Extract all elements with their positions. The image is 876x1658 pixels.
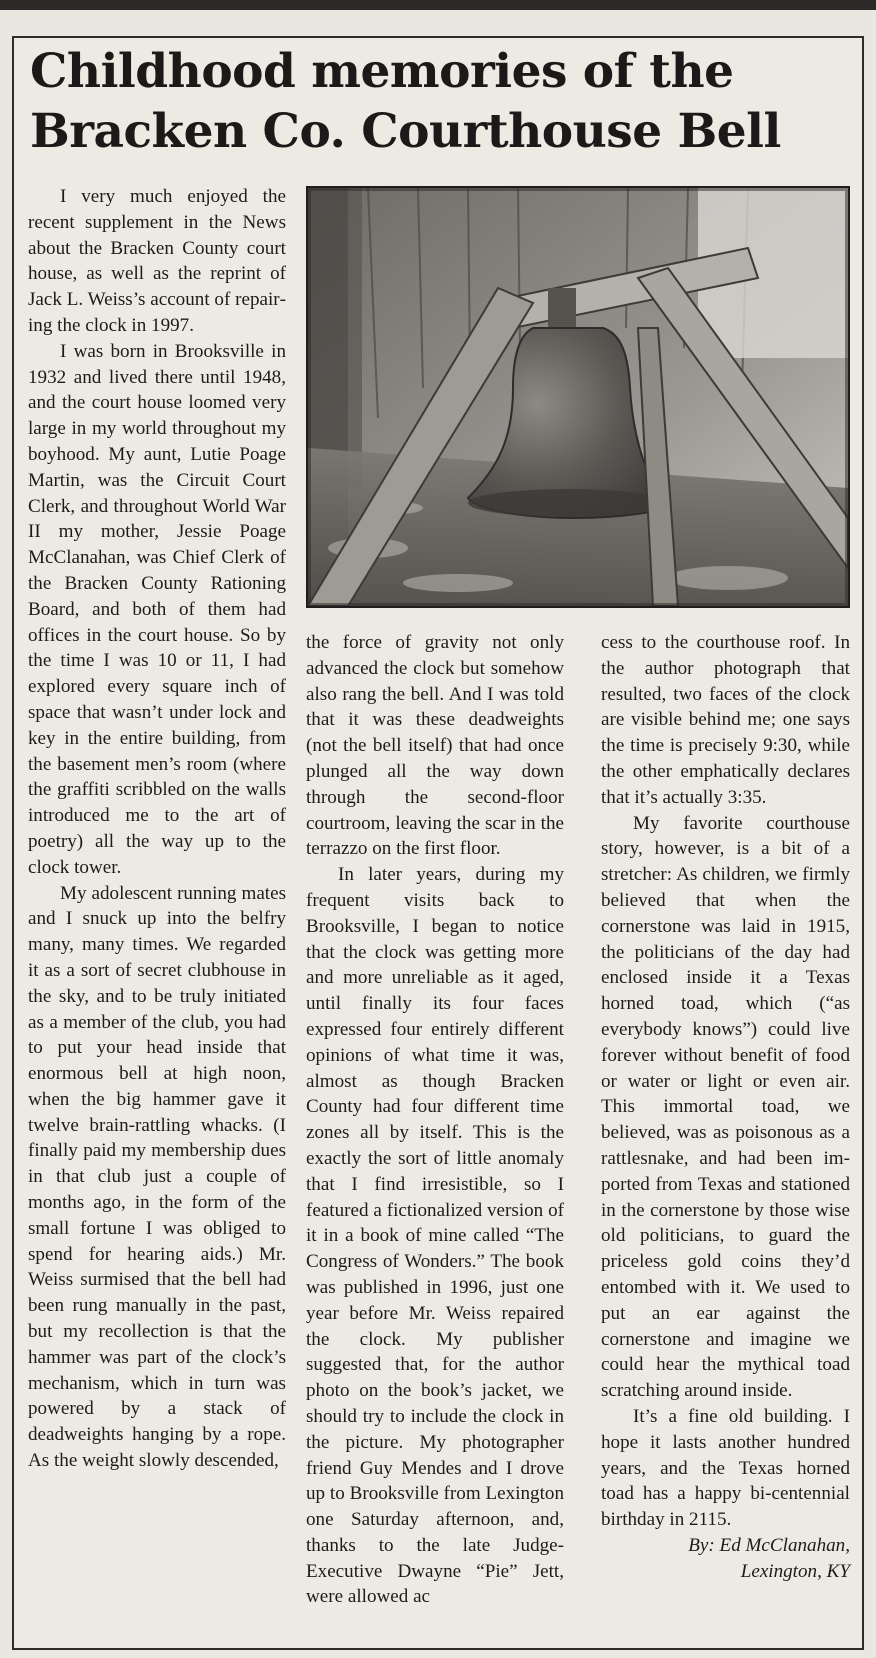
paragraph: My favorite courthouse story, however, is a bit of a stretcher: As children, we firmly believed that when the cornerstone was laid in 1915, the politicians of the day had enclosed inside it a Texas horned toad, which (“as everybody knows”) could live forever without benefit of food or water or light or even air. This immortal toad, we believed, was as poisonous as a rattlesnake, and had been imported from Texas and stationed in the cornerstone by those wise old politicians, to guard the priceless gold coins they’d entombed with it. We used to put an ear against the cornerstone and imagine we could hear the mythical toad scratching around inside. (601, 812, 850, 1402)
paragraph: I was born in Brooksville in 1932 and lived there until 1948, and the court house loomed very large in my world throughout my boyhood. My aunt, Lutie Poage Martin, was the Circuit Court Clerk, and throughout World War II my mother, Jessie Poage McClanahan, was Chief Clerk of the Bracken County Rationing Board, and both of them had offices in the court house. So by the time I was 10 or 11, I had explored every square inch of space that wasn’t under lock and key in the entire building, from the basement men’s room (where the graffiti scribbled on the walls introduced me to the art of poetry) all the way up to the clock tower. (28, 340, 286, 878)
top-rule (0, 0, 876, 10)
article-column-1 (28, 184, 286, 1474)
headline (30, 42, 830, 162)
paragraph: My adolescent running mates and I snuck up into the belfry many, many times. We regarded it as a sort of secret clubhouse in the sky, and to be truly initiated as a member of the club, you had to put your head inside that enormous bell at high noon, when the big hammer gave it twelve brain-rattling whacks. (I finally paid my membership dues in that club just a couple of months ago, in the form of the small fortune I was obliged to spend for hearing aids.) Mr. Weiss surmised that the bell had been rung manually in the past, but my recollection is that the hammer was part of the clock’s mechanism, which in turn was powered by a stack of deadweights hanging by a rope. As the weight slowly descended, (28, 882, 286, 1472)
paragraph: In later years, during my frequent visits back to Brooksville, I began to notice that the clock was getting more and more unreliable as it aged, until finally its four faces expressed four entirely different opinions of what time it was, almost as though Bracken County had four different time zones all by itself. This is the exactly the sort of little anomaly that I find irresistible, so I featured a fictionalized version of it in a book of mine called “The Congress of Wonders.” The book was published in 1996, just one year before Mr. Weiss repaired the clock. My publisher suggested that, for the author photo on the book’s jacket, we should try to include the clock in the picture. My photographer friend Guy Mendes and I drove up to Brooksville from Lexington one Saturday afternoon, and, thanks to the late Judge-Executive Dwayne “Pie” Jett, were allowed ac (306, 864, 564, 1608)
courthouse-bell-photo (306, 186, 850, 608)
paragraph: I very much enjoyed the recent supplement in the News about the Bracken County court house, as well as the reprint of Jack L. Weiss’s account of repairing the clock in 1997. (28, 186, 286, 336)
article-column-2 (306, 630, 564, 1610)
bell-photo-illustration (308, 188, 848, 606)
article-column-3 (601, 630, 850, 1584)
headline-line-2: Bracken Co. Courthouse Bell (30, 104, 781, 159)
paragraph: It’s a fine old building. I hope it lasts another hundred years, and the Texas horned toad has a happy bi-centennial birthday in 2115. (601, 1405, 850, 1531)
byline-location: Lexington, KY (740, 1560, 850, 1582)
byline-author: By: Ed McClanahan, (688, 1534, 850, 1556)
paragraph: the force of gravity not only advanced the clock but somehow also rang the bell. And I was told that it was these deadweights (not the bell itself) that had once plunged all the way down through the second-floor courtroom, leaving the scar in the terrazzo on the first floor. (306, 632, 564, 860)
paragraph: cess to the courthouse roof. In the author photograph that resulted, two faces of the clock are visible behind me; one says the time is precisely 9:30, while the other emphatically declares that it’s actually 3:35. (601, 632, 850, 808)
headline-line-1: Childhood memories of the (30, 44, 734, 99)
